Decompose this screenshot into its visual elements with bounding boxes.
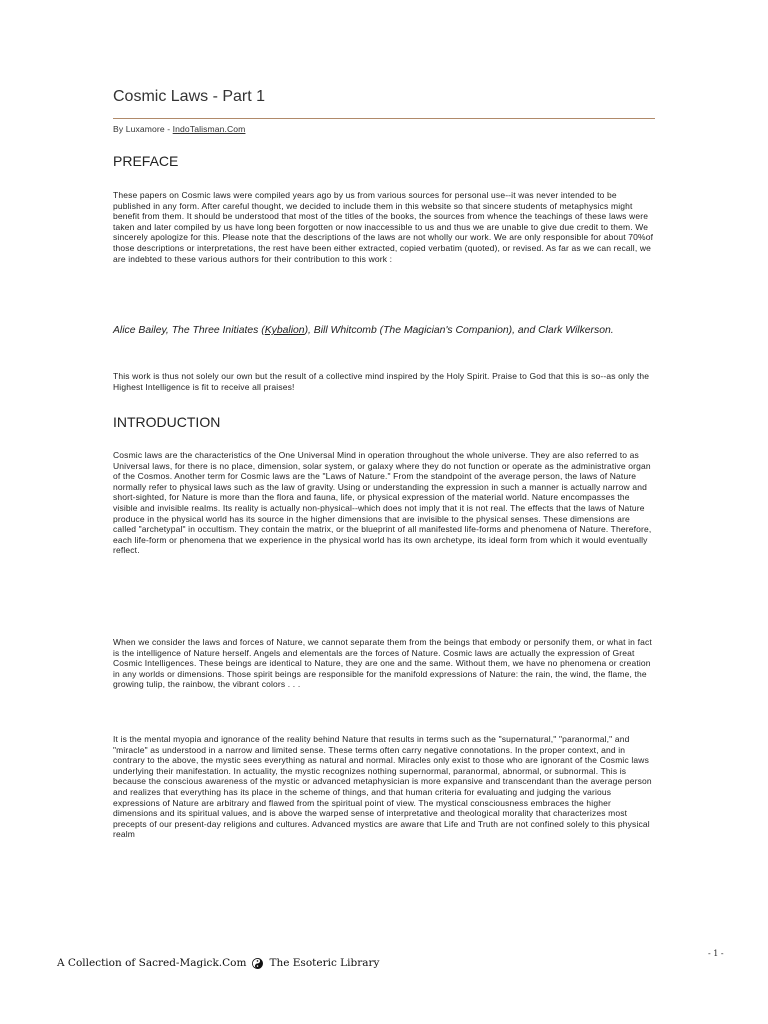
introduction-paragraph-1: Cosmic laws are the characteristics of the One Universal Mind in operation throughout the whole universe. They are also referred to as Universal laws, for there is no place, dimension, solar system, or galaxy where they do not function or operate as the administrative organ of the Cosmos. Another term for Cosmic laws are the "Laws of Nature." From the standpoint of the average person, the laws of Nature normally refer to physical laws such as the law of gravity. Using or understanding the expression in such a manner is actually narrow and short-sighted, for Nature is more than the flora and fauna, life, or physical expression of the material world. Nature encompasses the visible and invisible realms. Its reality is actually non-physical--which does not imply that it is not real. The effects that the laws of Nature produce in the physical world has its source in the higher dimensions that are invisible to the physical senses. These dimensions are called "archetypal" in occultism. They contain the matrix, or the blueprint of all manifested life-forms and phenomena of Nature. Therefore, each life-form or phenomena that we experience in the physical world has its own archetype, its ideal form from which it would eventually reflect. [113,450,652,556]
footer-left-text: A Collection of Sacred-Magick.Com [57,957,247,969]
preface-paragraph-1: These papers on Cosmic laws were compiled years ago by us from various sources for personal use--it was never intended to be published in any form. After careful thought, we decided to include them in this website so that sincere students of metaphysics might benefit from them. It should be understood that most of the titles of the books, the sources from whence the teachings of these laws were taken and later compiled by us have long been forgotten or now inaccessible to us and thus we are unable to give due credit to them. We sincerely apologize for this. Please note that the descriptions of the laws are not wholly our work. We are only responsible for about 70%of those descriptions or interpretations, the rest have been either extracted, copied verbatim (quoted), or revised. As far as we can recall, we are indebted to these various authors for their contribution to this work : [113,190,654,264]
title-divider [113,118,655,119]
preface-credits [113,324,655,338]
credits-before: Alice Bailey, The Three Initiates ( [113,325,265,336]
byline [113,124,245,134]
byline-link[interactable]: IndoTalisman.Com [172,124,246,134]
footer-right-text: The Esoteric Library [269,957,380,969]
introduction-paragraph-3: It is the mental myopia and ignorance of the reality behind Nature that results in terms such as the "supernatural," "paranormal," and "miracle" as understood in a narrow and limited sense. These terms often carry negative connotations. In the proper context, and in contrary to the above, the mystic sees everything as natural and normal. Miracles only exist to those who are ignorant of the Cosmic laws underlying their manifestation. In actuality, the mystic recognizes nothing supernormal, paranormal, abnormal, or subnormal. This is because the conscious awareness of the mystic or advanced metaphysician is more expansive and transcendant than the average person and realizes that everything has its place in the scheme of things, and that human criteria for evaluating and judging the various expressions of Nature are arbitrary and flawed from the spiritual point of view. The mystical consciousness embraces the higher dimensions and its spiritual values, and is above the warped sense of interpretative and theological morality that characterizes most precepts of our present-day religions and cultures. Advanced mystics are aware that Life and Truth are not confined solely to this physical realm [113,734,652,840]
footer [57,957,379,969]
byline-prefix: By Luxamore - [113,124,173,134]
document-title: Cosmic Laws - Part 1 [113,88,266,105]
introduction-heading: INTRODUCTION [113,414,221,430]
preface-paragraph-2: This work is thus not solely our own but the result of a collective mind inspired by the Holy Spirit. Praise to God that this is so--as only the Highest Intelligence is fit to receive all praises! [113,371,650,392]
kybalion-link[interactable]: Kybalion [264,325,305,336]
page-number: - 1 - [708,949,724,958]
credits-after: ), Bill Whitcomb (The Magician's Companion), and Clark Wilkerson. [304,325,614,336]
yin-yang-icon [252,958,263,969]
preface-heading: PREFACE [113,153,179,169]
introduction-paragraph-2: When we consider the laws and forces of Nature, we cannot separate them from the beings that embody or personify them, or what in fact is the intelligence of Nature herself. Angels and elementals are the forces of Nature. Cosmic laws are actually the expression of Great Cosmic Intelligences. These beings are identical to Nature, they are one and the same. Without them, we have no phenomena or creation in any worlds or dimensions. Those spirit beings are responsible for the manifold expressions of Nature: the rain, the wind, the flame, the growing tulip, the rainbow, the vibrant colors . . . [113,637,652,690]
